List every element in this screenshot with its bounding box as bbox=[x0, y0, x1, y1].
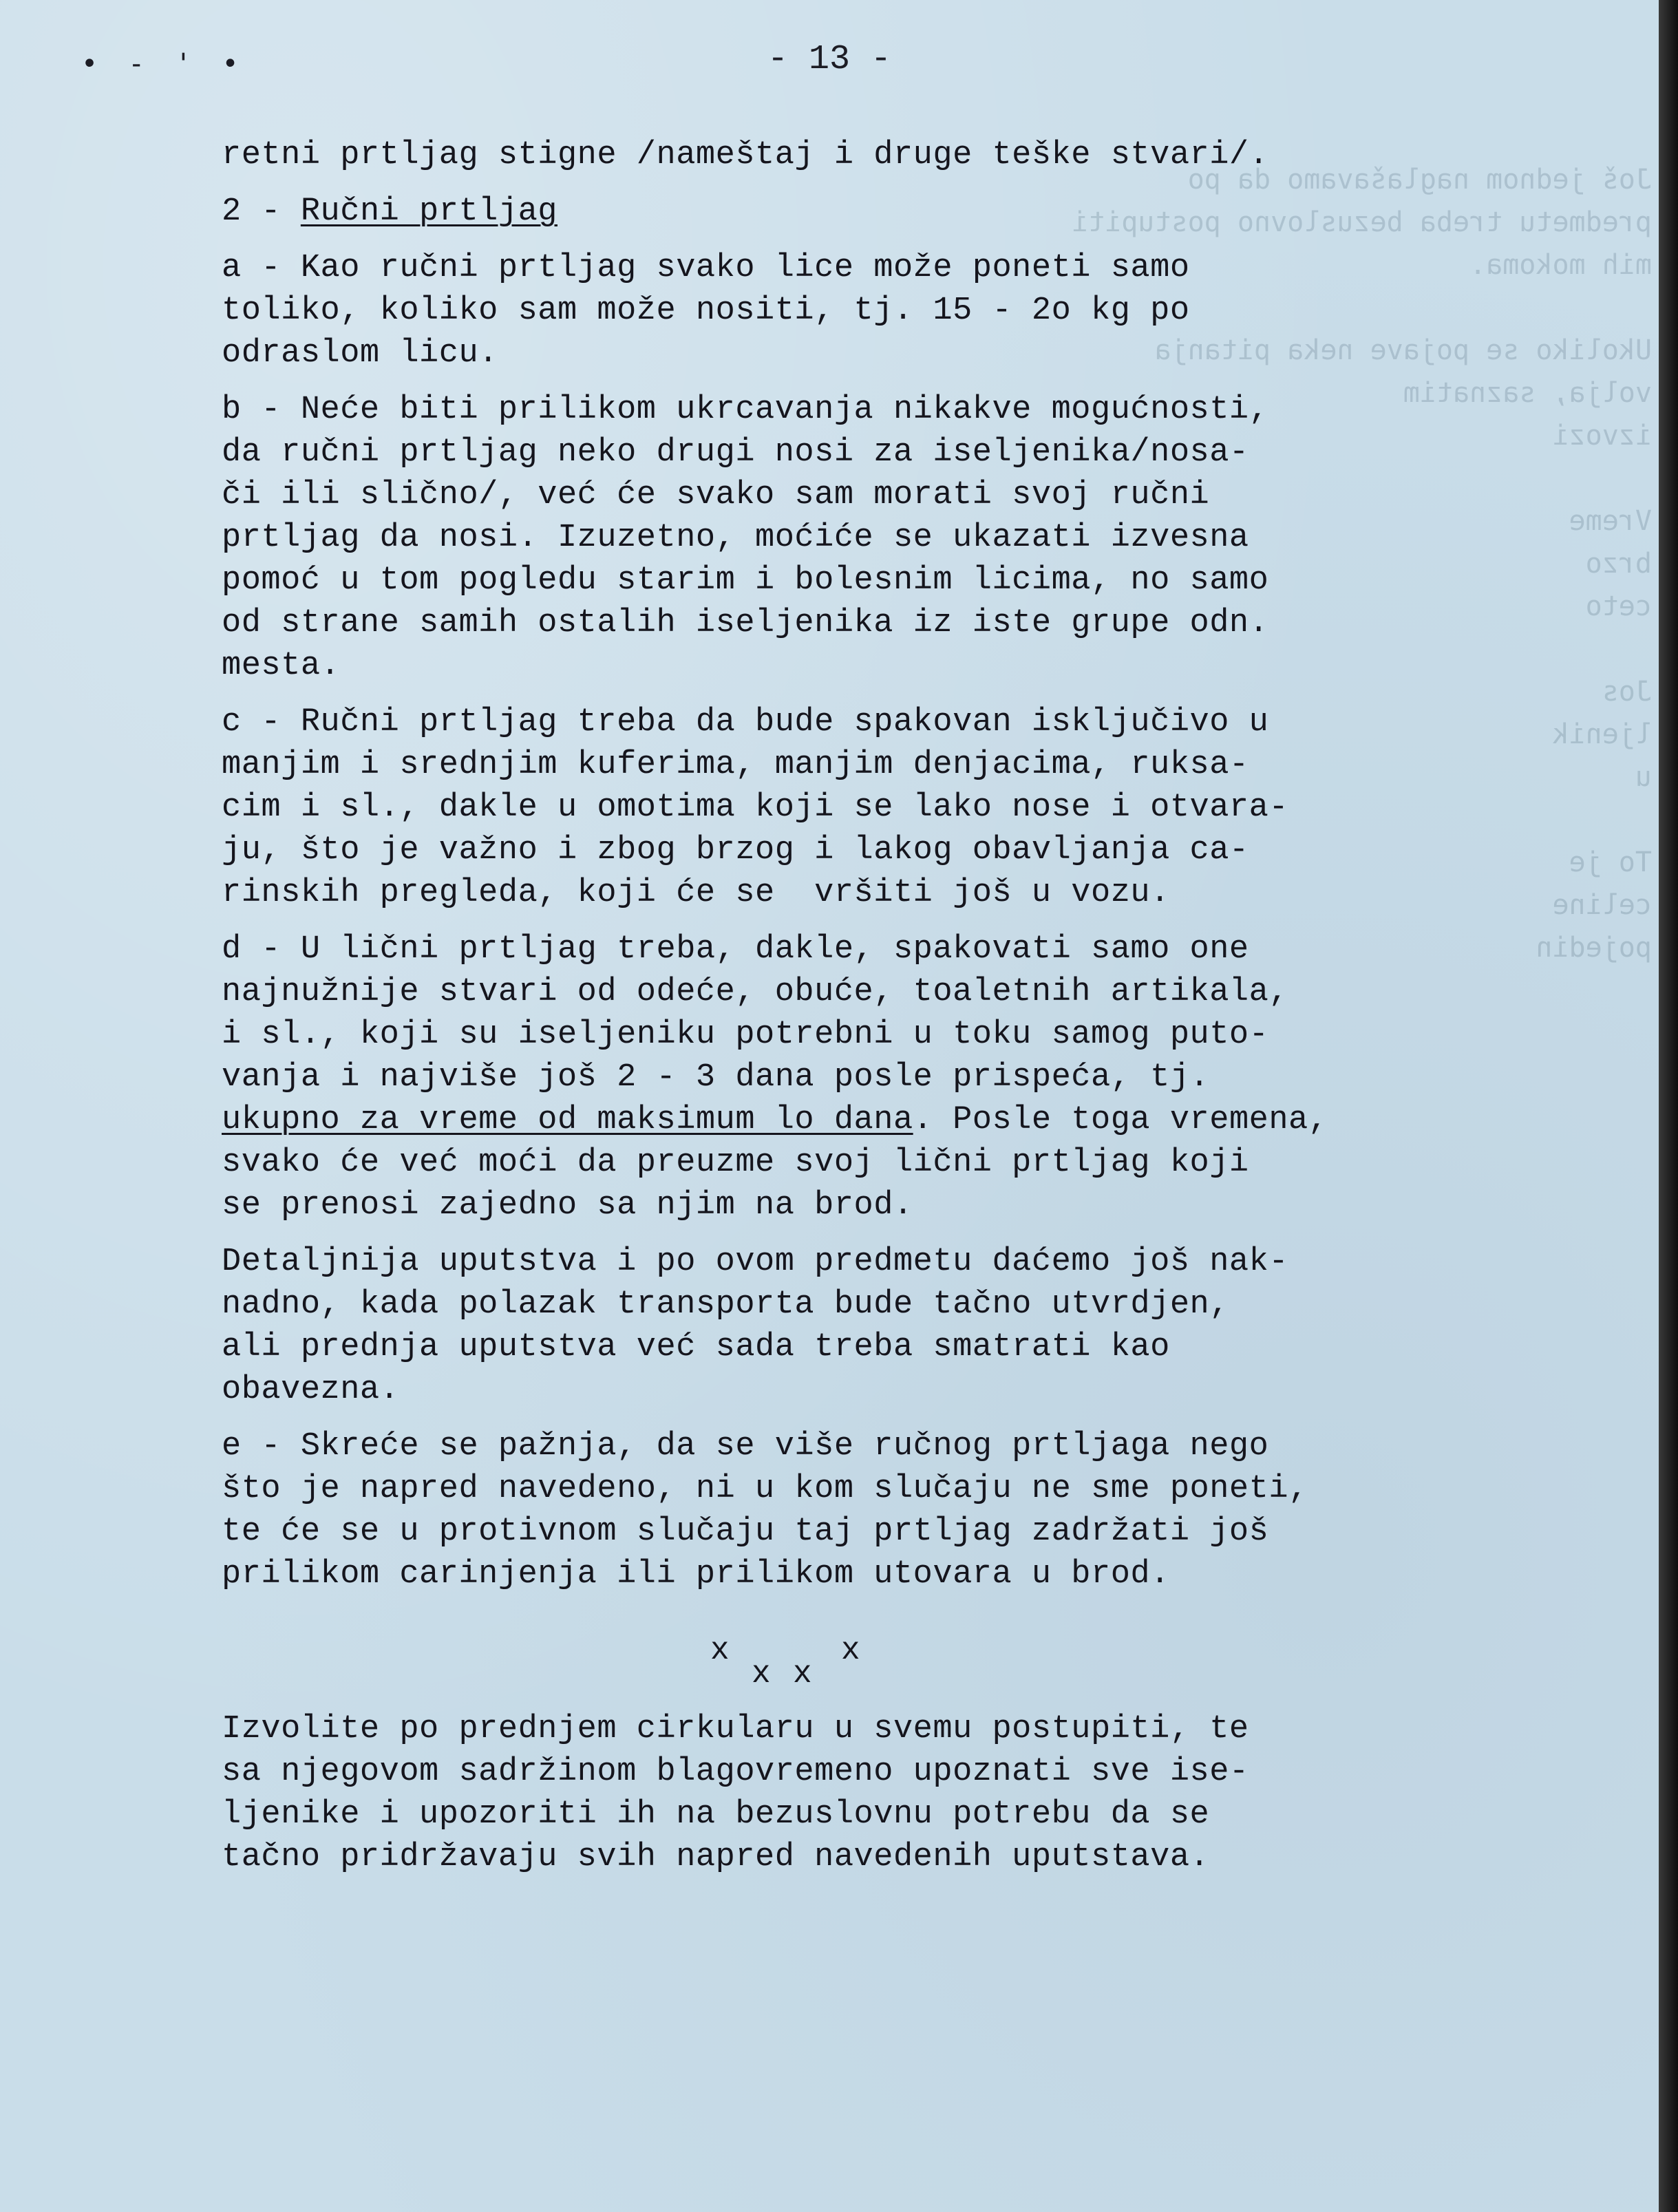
text-line: toliko, koliko sam može nositi, tj. 15 - 2o kg po bbox=[222, 293, 1190, 329]
text-line: b - Neće biti prilikom ukrcavanja nikakve mogućnosti, bbox=[222, 392, 1269, 428]
text-line: tačno pridržavaju svih napred navedenih uputstava. bbox=[222, 1839, 1210, 1875]
text-line: odraslom licu. bbox=[222, 335, 498, 372]
text-line: svako će već moći da preuzme svoj lični prtljag koji bbox=[222, 1145, 1249, 1181]
text-line: prtljag da nosi. Izuzetno, moćiće se ukazati izvesna bbox=[222, 520, 1249, 556]
section-number: 2 - bbox=[222, 193, 301, 230]
text-line: i sl., koji su iseljeniku potrebni u toku samog puto- bbox=[222, 1017, 1269, 1053]
text-line: vanja i najviše još 2 - 3 dana posle prispeća, tj. bbox=[222, 1059, 1210, 1096]
text-line: najnužnije stvari od odeće, obuće, toaletnih artikala, bbox=[222, 974, 1289, 1010]
text-line: c - Ručni prtljag treba da bude spakovan isključivo u bbox=[222, 704, 1269, 741]
closing-paragraph bbox=[222, 1708, 1419, 1879]
text-line: što je napred navedeno, ni u kom slučaju ne sme poneti, bbox=[222, 1471, 1308, 1507]
text-line: prilikom carinjenja ili prilikom utovara u brod. bbox=[222, 1556, 1170, 1593]
text-line: d - U lični prtljag treba, dakle, spakovati samo one bbox=[222, 931, 1249, 968]
text-line: pomoć u tom pogledu starim i bolesnim licima, no samo bbox=[222, 562, 1269, 599]
text-line: te će se u protivnom slučaju taj prtljag zadržati još bbox=[222, 1513, 1269, 1550]
section-title: Ručni prtljag bbox=[300, 193, 557, 230]
show-through-text: Još jednom naglašavamo da po predmetu treba bezuslovno postupiti mih mokoma. Ukoliko se pojave neka pitanja volja, saznatim izvozi Vreme brzo ceto Jos ljenik u To je celine pojedin bbox=[1072, 164, 1652, 964]
text-line: od strane samih ostalih iseljenika iz iste grupe odn. bbox=[222, 605, 1269, 641]
text-line bbox=[222, 1099, 1419, 1142]
text-line: ju, što je važno i zbog brzog i lakog obavljanja ca- bbox=[222, 832, 1249, 869]
text-line: Izvolite po prednjem cirkularu u svemu postupiti, te bbox=[222, 1711, 1249, 1747]
text-line: či ili slično/, već će svako sam morati svoj ručni bbox=[222, 477, 1210, 513]
section-heading bbox=[222, 191, 1419, 233]
separator-mark: x bbox=[710, 1633, 730, 1668]
text-line: rinskih pregleda, koji će se vršiti još u vozu. bbox=[222, 875, 1170, 911]
separator-mark: x bbox=[793, 1656, 812, 1692]
text-line: nadno, kada polazak transporta bude tačno utvrdjen, bbox=[222, 1286, 1229, 1323]
text-line: sa njegovom sadržinom blagovremeno upoznati sve ise- bbox=[222, 1754, 1249, 1790]
text-line: cim i sl., dakle u omotima koji se lako nose i otvara- bbox=[222, 789, 1289, 826]
underlined-phrase: ukupno za vreme od maksimum lo dana bbox=[222, 1102, 913, 1138]
separator-mark: x bbox=[841, 1633, 860, 1668]
text-line: ljenike i upozoriti ih na bezuslovnu potrebu da se bbox=[222, 1796, 1210, 1833]
text-line: Detaljnija uputstva i po ovom predmetu daćemo još nak- bbox=[222, 1244, 1289, 1280]
text-line: manjim i srednjim kuferima, manjim denjacima, ruksa- bbox=[222, 747, 1249, 783]
text-line: e - Skreće se pažnja, da se više ručnog prtljaga nego bbox=[222, 1428, 1269, 1465]
text-line: da ručni prtljag neko drugi nosi za iseljenika/nosa- bbox=[222, 434, 1249, 471]
corner-marks: • - ' • bbox=[81, 48, 246, 80]
text-line: mesta. bbox=[222, 648, 341, 684]
section-separator bbox=[0, 1633, 1659, 1692]
document-body bbox=[222, 134, 1419, 1596]
text-line: ali prednja uputstva već sada treba smatrati kao bbox=[222, 1329, 1170, 1365]
text-line: retni prtljag stigne /nameštaj i druge teške stvari/. bbox=[222, 137, 1269, 173]
text-line: a - Kao ručni prtljag svako lice može poneti samo bbox=[222, 250, 1190, 286]
text-line: se prenosi zajedno sa njim na brod. bbox=[222, 1187, 913, 1224]
text-line: obavezna. bbox=[222, 1372, 400, 1408]
scan-border bbox=[1659, 0, 1678, 2212]
separator-mark: x bbox=[752, 1656, 771, 1692]
text-fragment: . Posle toga vremena, bbox=[913, 1102, 1328, 1138]
page-number: - 13 - bbox=[767, 40, 892, 79]
